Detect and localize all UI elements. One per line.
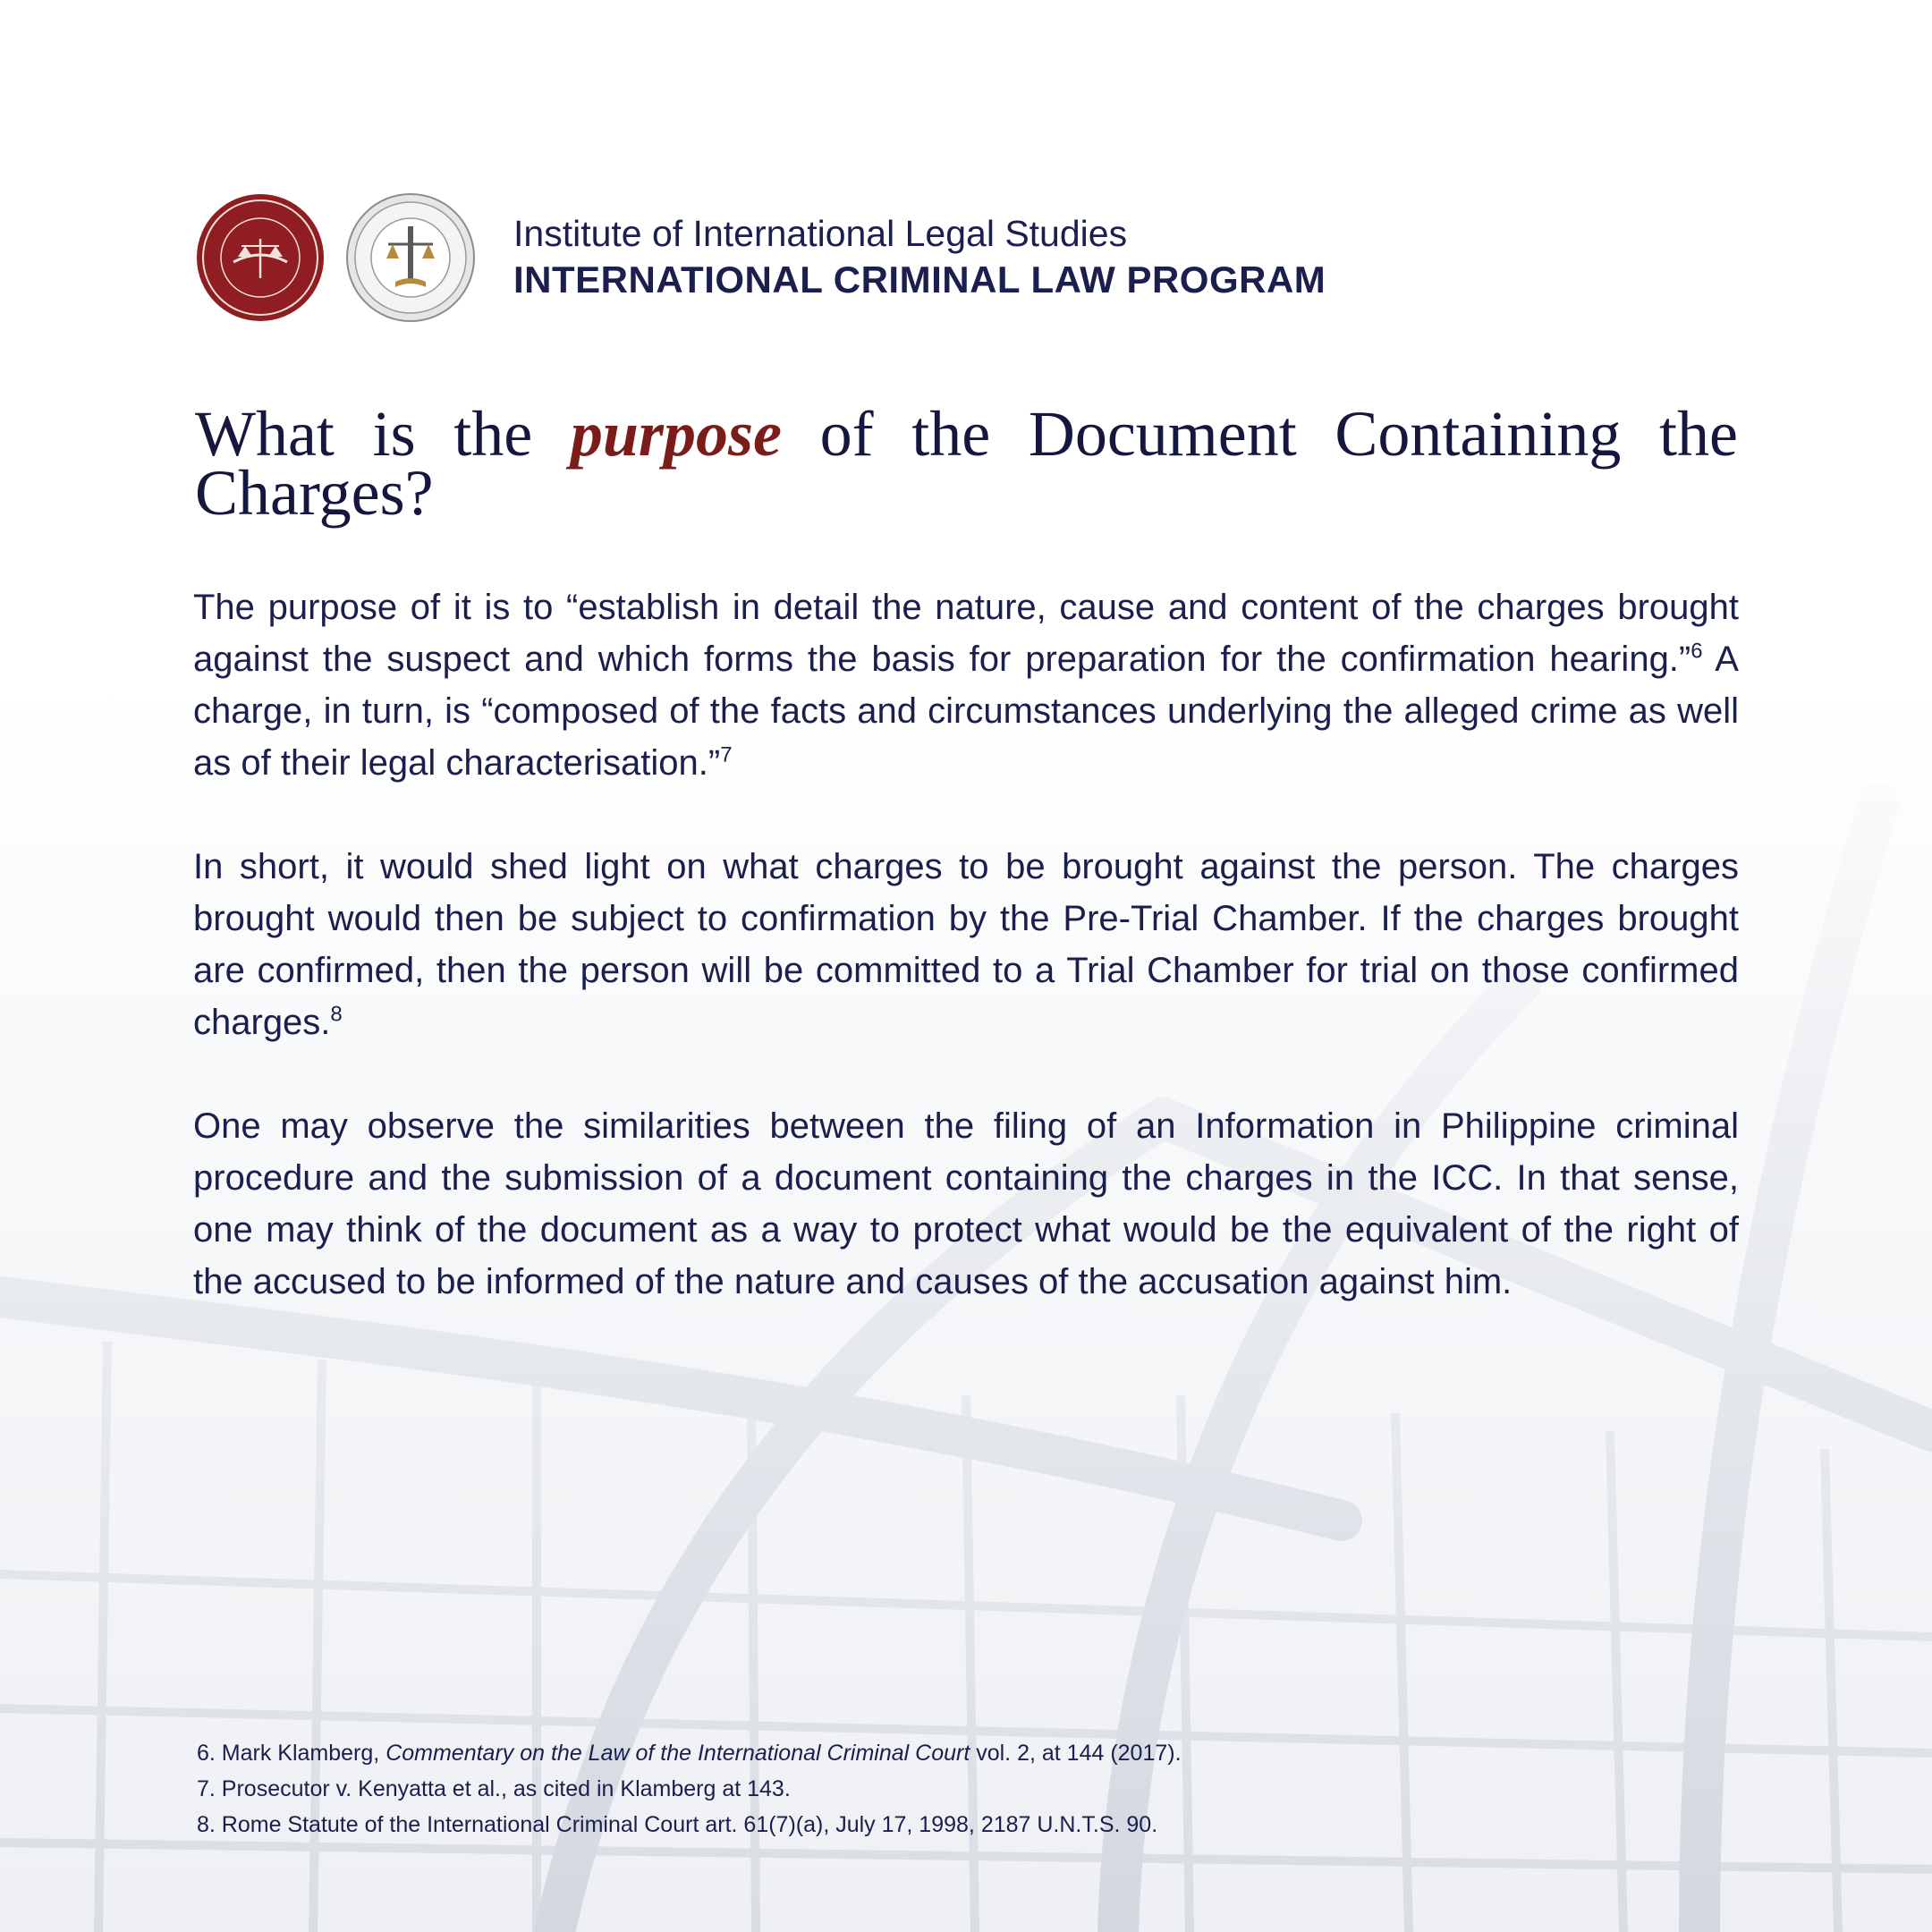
header-text: [513, 211, 1326, 304]
up-law-center-seal-icon: [345, 192, 476, 323]
institute-name: Institute of International Legal Studies: [513, 213, 1128, 255]
title-before: What is the: [195, 398, 571, 470]
paragraph-1-text-b: A charge, in turn, is “composed of the facts and circumstances underlying the alleged crime as well as of their legal characterisation.”: [193, 640, 1739, 783]
footnote-ref-7: 7: [720, 742, 733, 767]
paragraph-1-text-a: The purpose of it is to “establish in detail the nature, cause and content of the charges brought against the suspect and which forms the basis for preparation for the confirmation hearing.”: [193, 588, 1739, 679]
footnote-6-suffix: vol. 2, at 144 (2017).: [970, 1741, 1182, 1766]
footnote-ref-6: 6: [1690, 639, 1703, 664]
footnotes: [197, 1735, 1717, 1843]
footnote-8: 8. Rome Statute of the International Criminal Court art. 61(7)(a), July 17, 1998, 2187 U.N.T.S. 90.: [197, 1812, 1158, 1837]
program-name: INTERNATIONAL CRIMINAL LAW PROGRAM: [513, 258, 1326, 301]
footnote-6-prefix: 6. Mark Klamberg,: [197, 1741, 386, 1766]
header: [195, 191, 1326, 325]
paragraph-3-text: One may observe the similarities between the filing of an Information in Philippine criminal procedure and the submission of a document containing the charges in the ICC. In that sense, one may think of the document as a way to protect what would be the equivalent of the right of the accused to be informed of the nature and causes of the accusation against him.: [193, 1106, 1739, 1301]
up-college-of-law-seal-icon: [195, 192, 326, 323]
title-accent-word: purpose: [570, 398, 782, 470]
paragraph-1: [193, 581, 1739, 789]
footnote-6: [197, 1735, 1717, 1771]
footnote-6-italic-title: Commentary on the Law of the International Criminal Court: [386, 1741, 970, 1766]
paragraph-2-text: In short, it would shed light on what charges to be brought against the person. The charges brought would then be subject to confirmation by the Pre-Trial Chamber. If the charges brought are confirmed, then the person will be committed to a Trial Chamber for trial on those confirmed charges.: [193, 847, 1739, 1042]
page-title: [195, 398, 1739, 529]
footnote-ref-8: 8: [330, 1002, 343, 1027]
body-text: [193, 581, 1739, 1360]
title-after: of the Document Containing the Charges?: [195, 398, 1739, 529]
paragraph-2: [193, 841, 1739, 1048]
paragraph-3: [193, 1100, 1739, 1308]
footnote-7: 7. Prosecutor v. Kenyatta et al., as cited in Klamberg at 143.: [197, 1776, 791, 1801]
